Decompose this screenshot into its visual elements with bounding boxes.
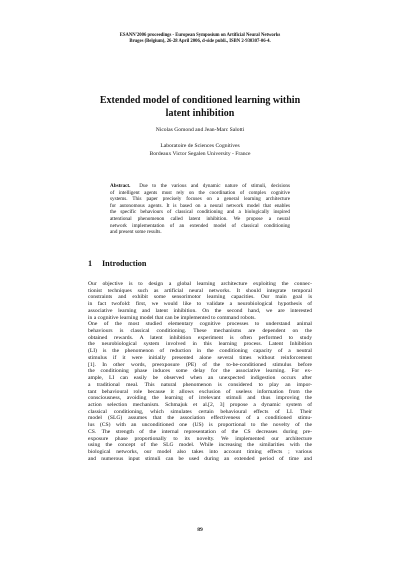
conference-header-line: Bruges (Belgium), 26-28 April 2006, d-side publi., ISBN 2-930307-06-4. <box>129 39 271 45</box>
body-line: action selection mechanism. Schmajuk et al.[2, 3] propose a dynamic system of <box>88 401 312 408</box>
section-number: 1 <box>88 259 93 268</box>
body-line: tionist techniques such as artificial neural networks. It should integrate temporal <box>88 287 312 294</box>
body-line: associative learning and latent inhibition. On the second hand, we are interested <box>88 307 312 314</box>
abstract-label: Abstract. <box>110 183 131 189</box>
paper-title-line: latent inhibition <box>165 107 235 119</box>
section-title: Introduction <box>102 259 147 268</box>
affiliation-line: Laboratoire de Sciences Cognitives <box>160 143 240 149</box>
paper-title <box>60 95 340 120</box>
body-line: model (SLG) assumes that the association effectiveness of a conditioned stimu- <box>88 415 312 422</box>
abstract-line <box>110 183 290 190</box>
body-line: the neurobiological system involved in this learning process. Latent Inhibition <box>88 341 312 348</box>
body-line: in a cognitive learning model that can be implemented to command robots. <box>88 314 256 321</box>
body-line: exposure phase proportionally to its novelty. We implemented our architecture <box>88 435 312 442</box>
body-line: One of the most studied elementary cognitive processes to understand animal <box>88 321 312 328</box>
abstract-line-text: Due to the various and dynamic nature of stimuli, decisions <box>139 183 290 189</box>
body-line: the conditioning phase induces some delay for the associative learning. For ex- <box>88 368 312 375</box>
body-line: [1]. In other words, preexposure (PE) of the to-be-conditioned stimulus before <box>88 361 312 368</box>
body-line: consciousness, avoiding the learning of irrelevant stimuli and thus improving the <box>88 395 312 402</box>
conference-header <box>80 33 320 45</box>
body-line: lus (CS) with an unconditioned one (US) is proportional to the novelty of the <box>88 422 312 429</box>
body-line: ample, LI can easily be observed when an unexpected indigestion occurs after <box>88 375 312 382</box>
body-line: constraints and exhibit some sensorimotor learning capacities. Our main goal is <box>88 294 312 301</box>
body-line: CS. The strength of the internal representation of the CS decreases during pre- <box>88 428 312 435</box>
body-line: a traditional meal. This natural phenomenon is considered to play an impor- <box>88 381 312 388</box>
page-number: 89 <box>197 527 203 533</box>
body-line: obtained rewards. A latent inhibition experiment is often performed to study <box>88 334 312 341</box>
affiliation-line: Bordeaux Victor Segalen University - France <box>149 151 251 157</box>
conference-header-line: ESANN'2006 proceedings - European Symposium on Artificial Neural Networks <box>119 33 281 38</box>
body-line: stimulus if it were initially presented alone several times without reinforcement <box>88 354 312 361</box>
body-line: biological networks, our model also takes into account timing effects ; various <box>88 448 312 455</box>
body-line: using the concept of the SLG model. While increasing the similarities with the <box>88 442 312 449</box>
body-text <box>88 281 312 462</box>
body-line: behaviours is classical conditioning. These mechanisms are dependent on the <box>88 328 312 335</box>
abstract-line: network implementation of an extended model of classical conditioning <box>110 222 290 229</box>
affiliation <box>60 142 340 158</box>
body-line: and numerous input stimuli can be used during an extended period of time and <box>88 455 312 462</box>
body-line: tant behavioural role because it allows exclusion of useless information from the <box>88 388 312 395</box>
abstract-line: systems. This paper precisely focuses on a general learning architecture <box>110 196 290 203</box>
section-heading <box>88 259 312 269</box>
abstract <box>110 183 290 236</box>
authors: Nicolas Gomond and Jean-Marc Salotti <box>155 127 245 133</box>
body-line: in fact twofold: first, we would like to validate a neurobiological hypothesis of <box>88 301 312 308</box>
abstract-line: and present some results. <box>110 229 162 236</box>
body-line: classical conditioning, which simulates certain behavioural effects of LI. Their <box>88 408 312 415</box>
abstract-line: of intelligent agents must rely on the coordination of complex cognitive <box>110 189 290 196</box>
paper-title-line: Extended model of conditioned learning within <box>99 95 301 106</box>
body-line: Our objective is to design a global learning architecture exploiting the connec- <box>88 281 312 287</box>
abstract-line: attentional phenomenon called latent inhibition. We propose a neural <box>110 215 290 222</box>
body-line: (LI) is the phenomenon of reduction in the conditioning capacity of a neutral <box>88 348 312 355</box>
abstract-line: for autonomous agents. It is based on a neural network model that enables <box>110 202 290 209</box>
abstract-line: the specific behaviours of classical conditioning and a biologically inspired <box>110 209 290 216</box>
